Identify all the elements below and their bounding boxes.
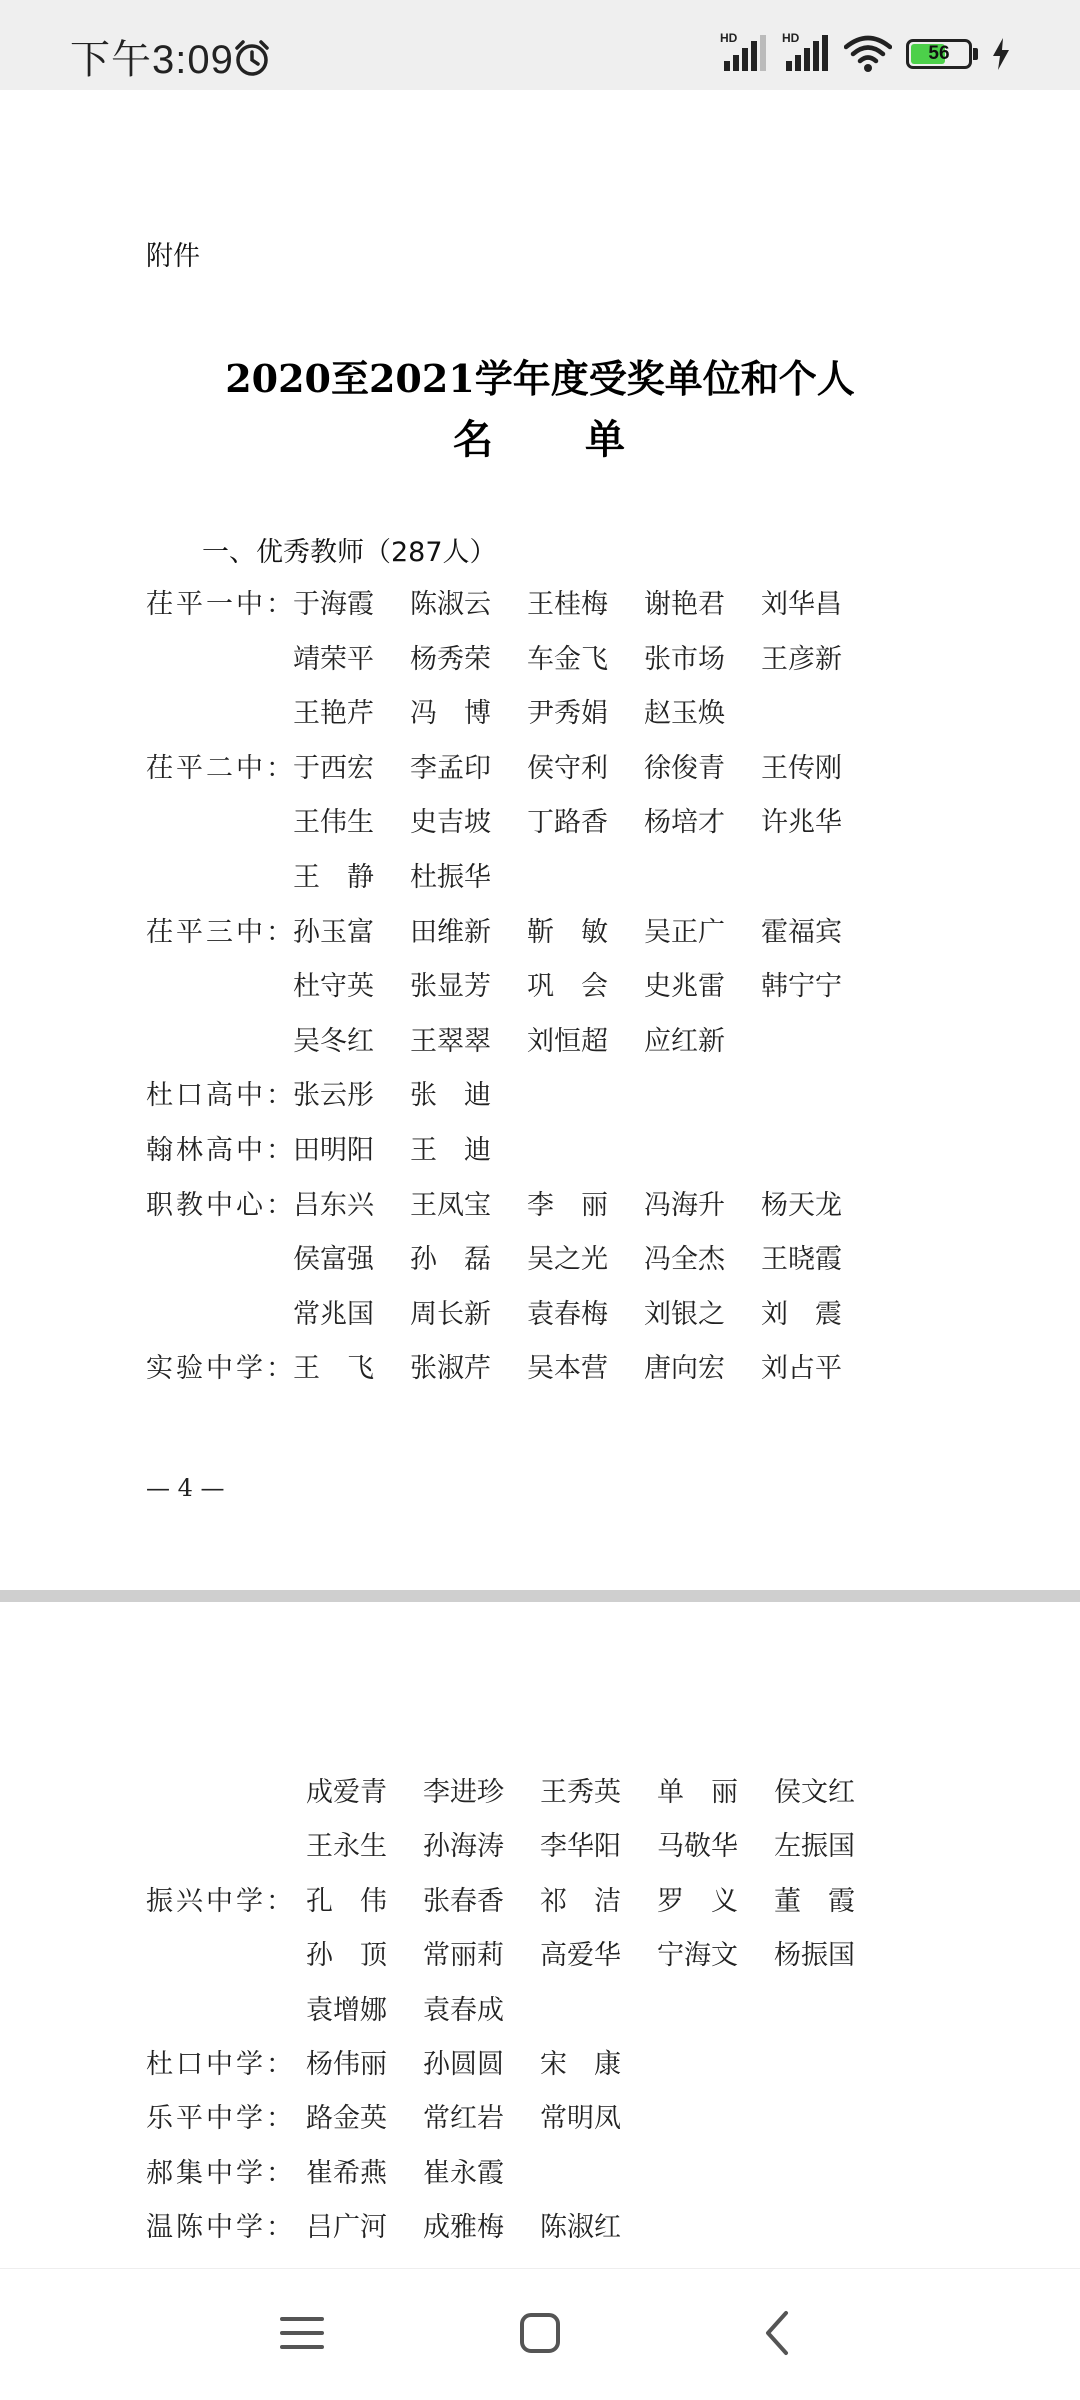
teacher-name: 孙玉富 [293,916,374,948]
name-list-row [0,2042,1080,2082]
teacher-name: 尹秀娟 [527,698,608,730]
teacher-name: 王晓霞 [761,1244,842,1276]
attachment-label: 附件 [146,241,200,272]
teacher-name: 崔希燕 [306,2157,387,2189]
teacher-name: 陈淑红 [540,2212,621,2244]
teacher-name: 于海霞 [293,589,374,620]
teacher-name: 唐向宏 [644,1353,725,1385]
name-list-row [0,2151,1080,2191]
teacher-name: 刘 震 [761,1298,842,1330]
school-name: 温陈中学： [146,2212,296,2244]
name-list-row [0,1073,1080,1113]
navigation-bar [0,2268,1080,2400]
document-page-5[interactable] [0,1602,1080,2272]
school-name: 振兴中学： [146,1885,296,1917]
subtitle-char: 单 [585,416,627,463]
teacher-name: 刘银之 [644,1298,725,1330]
teacher-name: 谢艳君 [644,589,725,620]
school-name: 茌平二中： [146,752,296,784]
teacher-name: 吴冬红 [293,1025,374,1057]
teacher-names [293,1183,878,1222]
hd-label: HD [782,31,800,45]
name-list-row [0,637,1080,677]
teacher-name: 刘占平 [761,1353,842,1385]
teacher-name: 杜守英 [293,971,374,1003]
teacher-name: 张春香 [423,1885,504,1917]
teacher-name: 王秀英 [540,1777,621,1808]
teacher-name: 罗 义 [657,1885,738,1917]
teacher-name: 刘恒超 [527,1025,608,1057]
name-list-row [0,964,1080,1004]
teacher-name: 车金飞 [527,643,608,675]
teacher-names [293,800,878,839]
teacher-name: 张显芳 [410,971,491,1003]
school-name: 杜口中学： [146,2049,296,2080]
teacher-name: 李孟印 [410,752,491,784]
hd-label: HD [720,31,738,45]
wifi-icon [844,35,892,73]
teacher-name: 许兆华 [761,807,842,839]
teacher-name: 宋 康 [540,2049,621,2080]
teacher-name: 王凤宝 [410,1189,491,1221]
status-time: 下午3:09 [70,38,234,82]
teacher-name: 巩 会 [527,971,608,1003]
document-subtitle [0,408,1080,465]
teacher-name: 张云彤 [293,1080,374,1112]
teacher-name: 冯 博 [410,698,491,730]
teacher-names [293,1019,761,1058]
name-list-row [0,1292,1080,1332]
teacher-name: 孙圆圆 [423,2049,504,2080]
name-list-row [0,1933,1080,1973]
page-number: — 4 — [146,1474,225,1502]
teacher-name: 张淑芹 [410,1353,491,1385]
teacher-name: 侯文红 [774,1777,855,1808]
name-list-row [0,2096,1080,2136]
teacher-name: 徐俊青 [644,752,725,784]
signal-icon [720,31,768,73]
status-icons [720,31,1010,74]
teacher-name: 赵玉焕 [644,698,725,730]
name-list-row [0,855,1080,895]
teacher-name: 杨伟丽 [306,2049,387,2080]
teacher-names [306,2205,657,2244]
teacher-names [293,1073,527,1112]
school-name: 实验中学： [146,1353,296,1385]
teacher-name: 孙海涛 [423,1831,504,1863]
name-list-row [0,910,1080,950]
teacher-name: 吴本营 [527,1353,608,1385]
school-name: 乐平中学： [146,2103,296,2135]
teacher-name: 常明凤 [540,2103,621,2135]
document-page-4[interactable] [0,90,1080,1590]
teacher-names [293,855,527,894]
teacher-name: 孙 顶 [306,1940,387,1972]
teacher-name: 马敬华 [657,1831,738,1863]
teacher-name: 董 霞 [774,1885,855,1917]
teacher-name: 袁春梅 [527,1298,608,1330]
teacher-name: 左振国 [774,1831,855,1863]
teacher-names [306,1879,891,1918]
teacher-names [306,1988,540,2027]
teacher-name: 刘华昌 [761,589,842,620]
teacher-name: 杨培才 [644,807,725,839]
name-list-row [0,1237,1080,1277]
alarm-clock-icon [232,38,272,78]
teacher-name: 霍福宾 [761,916,842,948]
teacher-name: 冯海升 [644,1189,725,1221]
teacher-name: 路金英 [306,2103,387,2135]
teacher-name: 李进珍 [423,1777,504,1808]
teacher-name: 王翠翠 [410,1025,491,1057]
teacher-name: 袁增娜 [306,1994,387,2026]
teacher-name: 王伟生 [293,807,374,839]
teacher-name: 陈淑云 [410,589,491,620]
name-list-row [0,691,1080,731]
name-list-row [0,1988,1080,2028]
school-name: 杜口高中： [146,1080,296,1112]
teacher-names [293,1237,878,1276]
name-list-row [0,800,1080,840]
name-list-row [0,1183,1080,1223]
name-list-row [0,1879,1080,1919]
teacher-name: 祁 洁 [540,1885,621,1917]
school-name: 职教中心： [146,1189,296,1221]
teacher-name: 韩宁宁 [761,971,842,1003]
teacher-name: 田维新 [410,916,491,948]
teacher-name: 王桂梅 [527,589,608,620]
teacher-names [293,637,878,676]
school-name: 茌平三中： [146,916,296,948]
battery-level: 56 [928,43,950,64]
teacher-names [306,2096,657,2135]
teacher-names [306,1824,891,1863]
teacher-name: 吴正广 [644,916,725,948]
teacher-name: 宁海文 [657,1940,738,1972]
teacher-name: 常丽莉 [423,1940,504,1972]
teacher-name: 单 丽 [657,1777,738,1808]
teacher-name: 孔 伟 [306,1885,387,1917]
teacher-name: 侯守利 [527,752,608,784]
teacher-names [293,964,878,1003]
teacher-name: 杨振国 [774,1940,855,1972]
lightning-bolt-icon [992,38,1010,70]
teacher-name: 崔永霞 [423,2157,504,2189]
teacher-name: 吕东兴 [293,1189,374,1221]
teacher-name: 杨天龙 [761,1189,842,1221]
name-list-row [0,1019,1080,1059]
teacher-name: 张市场 [644,643,725,675]
name-list-row [0,1346,1080,1386]
menu-icon[interactable] [272,2303,332,2363]
teacher-name: 史吉坡 [410,807,491,839]
teacher-name: 常红岩 [423,2103,504,2135]
teacher-name: 应红新 [644,1025,725,1057]
school-name: 翰林高中： [146,1135,296,1166]
teacher-name: 靳 敏 [527,916,608,948]
teacher-name: 王永生 [306,1831,387,1863]
name-list-row [0,746,1080,786]
battery-icon [906,39,972,69]
teacher-names [293,1346,878,1385]
teacher-name: 杨秀荣 [410,643,491,675]
name-list-row [0,1128,1080,1168]
back-icon[interactable] [748,2303,808,2363]
teacher-name: 王彦新 [761,643,842,675]
document-title: 2020至2021学年度受奖单位和个人 [225,356,855,401]
teacher-name: 王艳芹 [293,698,374,730]
teacher-name: 成雅梅 [423,2212,504,2244]
teacher-name: 田明阳 [293,1135,374,1166]
teacher-name: 冯全杰 [644,1244,725,1276]
teacher-name: 王传刚 [761,752,842,784]
school-name: 郝集中学： [146,2157,296,2189]
name-list-row [0,2205,1080,2245]
teacher-name: 吴之光 [527,1244,608,1276]
teacher-name: 李 丽 [527,1189,608,1221]
teacher-name: 王 迪 [410,1135,491,1166]
teacher-names [293,691,761,730]
teacher-name: 李华阳 [540,1831,621,1863]
teacher-name: 孙 磊 [410,1244,491,1276]
battery-tip [973,48,978,60]
name-list-row [0,1824,1080,1864]
teacher-name: 吕广河 [306,2212,387,2244]
teacher-name: 杜振华 [410,862,491,893]
teacher-name: 张 迪 [410,1080,491,1112]
teacher-name: 王 飞 [293,1353,374,1385]
teacher-names [306,2151,540,2190]
teacher-name: 常兆国 [293,1298,374,1330]
teacher-names [293,746,878,785]
section-heading: 一、优秀教师（287人） [202,537,497,568]
teacher-names [293,582,878,621]
teacher-name: 高爱华 [540,1940,621,1972]
teacher-name: 于西宏 [293,752,374,784]
teacher-names [293,910,878,949]
teacher-names [293,1128,527,1167]
home-icon[interactable] [510,2303,570,2363]
teacher-name: 成爱青 [306,1777,387,1808]
teacher-name: 靖荣平 [293,643,374,675]
name-list-row [0,1770,1080,1810]
teacher-name: 周长新 [410,1298,491,1330]
teacher-names [306,1770,891,1809]
page-divider [0,1590,1080,1602]
signal-icon [782,31,830,73]
name-list-row [0,582,1080,622]
teacher-names [293,1292,878,1331]
teacher-name: 侯富强 [293,1244,374,1276]
school-name: 茌平一中： [146,589,296,620]
teacher-names [306,1933,891,1972]
subtitle-char: 名 [453,416,495,463]
teacher-name: 袁春成 [423,1994,504,2026]
status-bar [0,0,1080,90]
teacher-names [306,2042,657,2081]
teacher-name: 王 静 [293,862,374,893]
teacher-name: 丁路香 [527,807,608,839]
teacher-name: 史兆雷 [644,971,725,1003]
